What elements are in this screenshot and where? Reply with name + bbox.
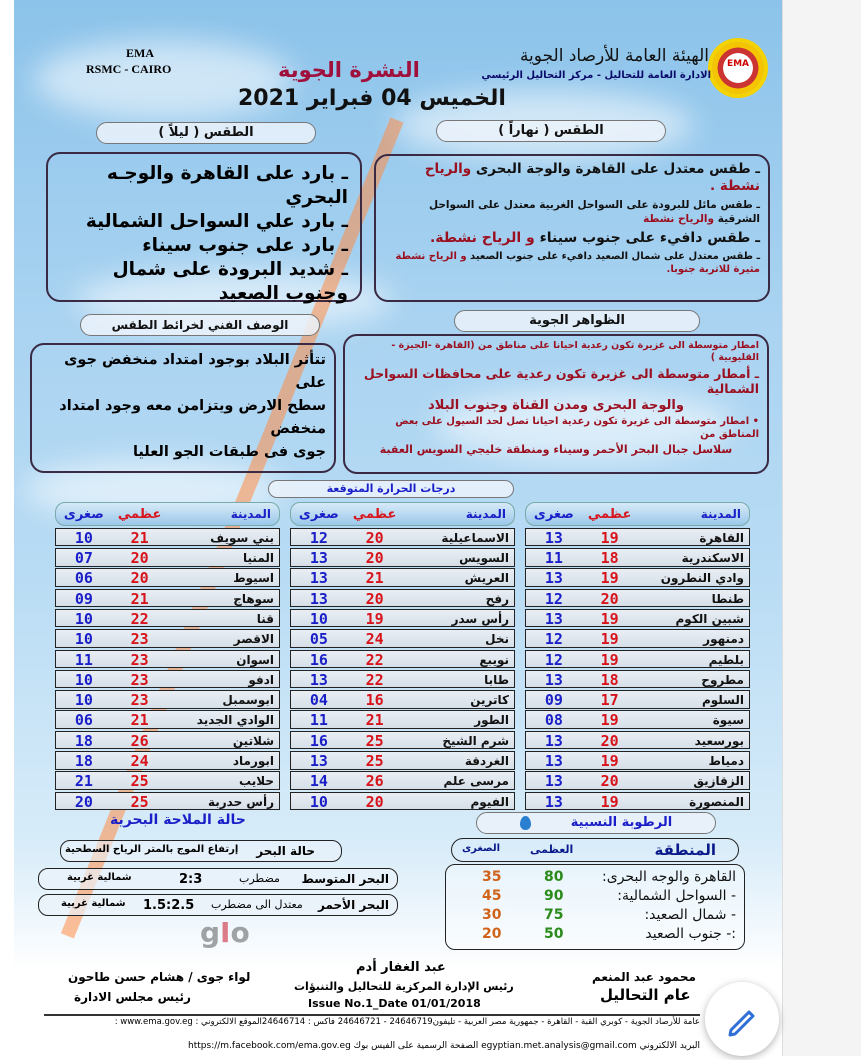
- table-row: [525, 792, 750, 811]
- city-name: وادي النطرون: [660, 571, 744, 586]
- phenomena-line: ـ أمطار متوسطة الى غزيرة تكون رعدية على محافظات السواحل الشمالية: [363, 366, 759, 396]
- min-temp: 13: [309, 589, 328, 608]
- city-name: السويس: [459, 551, 509, 566]
- min-temp: 11: [309, 711, 328, 730]
- min-temp: 16: [309, 650, 328, 669]
- max-temp: 22: [130, 609, 149, 628]
- city-name: الاسماعيلية: [441, 530, 509, 545]
- table-row: [55, 629, 280, 648]
- table-row: [55, 650, 280, 669]
- table-row: [290, 710, 515, 729]
- max-temp: 20: [365, 549, 384, 568]
- ema-label: EMA: [126, 46, 154, 60]
- table-row: [290, 690, 515, 709]
- phenomena-line: والوجة البحرى ومدن القناة وجنوب البلاد: [428, 398, 684, 413]
- min-temp: 16: [309, 731, 328, 750]
- temps-header: صغرى عظمي المدينة: [525, 502, 750, 526]
- signature-2-title: رئيس الإدارة المركزية للتحاليل والتنبؤات: [294, 980, 514, 993]
- city-name: رأس سدر: [451, 611, 509, 626]
- city-name: رفح: [485, 591, 509, 606]
- table-row: [525, 771, 750, 790]
- max-temp: 19: [600, 792, 619, 811]
- humidity-row: - السواحل الشمالية: 90 45: [482, 888, 736, 904]
- table-row: [290, 528, 515, 547]
- max-temp: 20: [600, 731, 619, 750]
- sea-row: البحر الأحمر معتدل الى مضطرب 1.5:2.5 شمالية غربية: [38, 894, 398, 916]
- water-drop-icon: [520, 816, 531, 830]
- signature-2-name: عبد الغفار أدم: [356, 960, 446, 975]
- table-row: [55, 690, 280, 709]
- min-temp: 06: [74, 711, 93, 730]
- temps-header: صغرى عظمي المدينة: [55, 502, 280, 526]
- footer-contact: عامة للأرصاد الجوية - كوبري القبة - القاهرة - جمهورية مصر العربية - تليفون24646719 - 24646721 فاكس : 24646714الموقع الالكتروني : www.ema.gov.eg :: [114, 1017, 700, 1027]
- table-row: [55, 731, 280, 750]
- table-row: [290, 548, 515, 567]
- city-name: الاقصر: [233, 632, 274, 647]
- min-temp: 07: [74, 549, 93, 568]
- min-temp: 13: [544, 670, 563, 689]
- table-row: [55, 792, 280, 811]
- min-temp: 10: [74, 630, 93, 649]
- humidity-row: - شمال الصعيد: 75 30: [482, 907, 736, 923]
- table-row: [525, 589, 750, 608]
- table-row: [290, 629, 515, 648]
- city-name: الزقازيق: [693, 774, 744, 789]
- min-temp: 13: [544, 609, 563, 628]
- footer-links: البريد الالكتروني egyptian.met.analysis@gmail.com الصفحة الرسمية على الفيس بوك https://m.facebook.com/ema.gov.eg: [188, 1041, 700, 1051]
- max-temp: 18: [600, 549, 619, 568]
- min-temp: 18: [74, 731, 93, 750]
- temps-table-1: [525, 502, 750, 810]
- table-row: [525, 528, 750, 547]
- max-temp: 19: [600, 609, 619, 628]
- max-temp: 23: [130, 630, 149, 649]
- max-temp: 23: [130, 670, 149, 689]
- min-temp: 12: [544, 650, 563, 669]
- max-temp: 26: [365, 772, 384, 791]
- min-temp: 13: [544, 731, 563, 750]
- max-temp: 24: [130, 752, 149, 771]
- table-row: [290, 751, 515, 770]
- table-row: [290, 589, 515, 608]
- table-row: [290, 609, 515, 628]
- city-name: كاترين: [470, 693, 509, 708]
- city-name: اسوان: [236, 652, 274, 667]
- city-name: ادفو: [248, 672, 274, 687]
- humidity-row: :- جنوب الصعيد 50 20: [482, 926, 736, 942]
- max-temp: 19: [365, 609, 384, 628]
- max-temp: 25: [130, 792, 149, 811]
- city-name: طابا: [484, 672, 509, 687]
- night-line: ـ شديد البرودة على شمال وجنوب الصعيد: [112, 259, 348, 304]
- pencil-icon: [705, 982, 779, 1056]
- issue-number: Issue No.1_Date 01/01/2018: [308, 997, 481, 1010]
- city-name: الوادي الجديد: [196, 713, 274, 728]
- table-row: [525, 609, 750, 628]
- max-temp: 20: [365, 528, 384, 547]
- max-temp: 22: [365, 650, 384, 669]
- city-name: سوهاج: [233, 591, 274, 606]
- max-temp: 23: [130, 691, 149, 710]
- city-name: قنا: [256, 611, 274, 626]
- min-temp: 10: [309, 609, 328, 628]
- bulletin-title: النشرة الجوية: [278, 58, 420, 82]
- max-temp: 19: [600, 630, 619, 649]
- city-name: بلطيم: [708, 652, 744, 667]
- max-temp: 26: [130, 731, 149, 750]
- table-row: [55, 568, 280, 587]
- technical-line: تتأثر البلاد بوجود امتداد منخفض جوى على: [64, 352, 326, 391]
- night-line: ـ بارد علي السواحل الشمالية: [85, 211, 348, 232]
- city-name: العريش: [464, 571, 509, 586]
- footer-divider: [44, 1014, 700, 1016]
- table-row: [525, 751, 750, 770]
- table-row: [55, 609, 280, 628]
- phenomena-line: سلاسل جبال البحر الأحمر وسيناء ومنطقة خليجي السويس العقبة: [379, 443, 733, 456]
- city-name: الفيوم: [470, 794, 509, 809]
- humidity-label: الرطوبة النسبية: [476, 812, 716, 834]
- edit-button[interactable]: [705, 982, 779, 1056]
- city-name: دمياط: [708, 754, 744, 769]
- city-name: الطور: [474, 713, 509, 728]
- city-name: مطروح: [701, 672, 744, 687]
- min-temp: 11: [544, 549, 563, 568]
- table-row: [55, 670, 280, 689]
- min-temp: 13: [544, 752, 563, 771]
- min-temp: 05: [309, 630, 328, 649]
- max-temp: 21: [130, 528, 149, 547]
- city-name: رأس حدربة: [207, 794, 274, 809]
- table-row: [525, 731, 750, 750]
- table-row: [290, 731, 515, 750]
- table-row: [290, 792, 515, 811]
- city-name: نويبع: [479, 652, 509, 667]
- min-temp: 09: [74, 589, 93, 608]
- temps-table-2: [290, 502, 515, 810]
- night-weather-box: [46, 152, 362, 302]
- bulletin-date: الخميس 04 فبراير 2021: [238, 86, 506, 111]
- min-temp: 09: [544, 691, 563, 710]
- min-temp: 13: [544, 528, 563, 547]
- day-weather-box: [374, 154, 770, 302]
- table-row: [525, 629, 750, 648]
- city-name: ابورماد: [232, 754, 274, 769]
- max-temp: 19: [600, 650, 619, 669]
- max-temp: 19: [600, 752, 619, 771]
- day-line: ـ طقس معتدل على القاهرة والوجة البحرى والرياح نشطة .: [424, 161, 760, 194]
- table-row: [55, 548, 280, 567]
- min-temp: 12: [544, 630, 563, 649]
- signature-1-name: محمود عبد المنعم: [592, 970, 696, 984]
- max-temp: 23: [130, 650, 149, 669]
- table-row: [290, 568, 515, 587]
- city-name: شلاتين: [232, 733, 274, 748]
- min-temp: 10: [74, 528, 93, 547]
- city-name: الغردقة: [464, 754, 509, 769]
- table-row: [55, 771, 280, 790]
- max-temp: 18: [600, 670, 619, 689]
- min-temp: 13: [544, 772, 563, 791]
- max-temp: 21: [130, 711, 149, 730]
- day-weather-label: الطقس ( نهاراً ): [436, 120, 666, 142]
- min-temp: 14: [309, 772, 328, 791]
- city-name: دمنهور: [703, 632, 744, 647]
- city-name: القاهرة: [699, 530, 744, 545]
- night-line: ـ بارد على جنوب سيناء: [142, 235, 348, 256]
- min-temp: 10: [74, 691, 93, 710]
- min-temp: 12: [544, 589, 563, 608]
- signature-3-name: لواء جوى / هشام حسن طاحون: [68, 970, 251, 984]
- technical-box: [30, 343, 336, 473]
- city-name: ابوسمبل: [222, 693, 274, 708]
- max-temp: 21: [365, 569, 384, 588]
- min-temp: 10: [74, 670, 93, 689]
- max-temp: 21: [365, 711, 384, 730]
- day-line: ـ طقس مائل للبرودة على السواحل الغربية معتدل على السواحل الشرقية والرياح نشطة: [428, 199, 760, 225]
- max-temp: 24: [365, 630, 384, 649]
- city-name: المنصورة: [689, 794, 744, 809]
- sea-header: حالة البحر إرتفاع الموج بالمتر الرياح السطحية: [60, 840, 342, 862]
- technical-label: الوصف الفني لخرائط الطقس: [80, 314, 320, 336]
- watermark-logo: gIo: [200, 916, 250, 949]
- min-temp: 18: [74, 752, 93, 771]
- min-temp: 06: [74, 569, 93, 588]
- min-temp: 20: [74, 792, 93, 811]
- city-name: طنطا: [711, 591, 744, 606]
- phenomena-label: الظواهر الجوية: [454, 310, 700, 332]
- table-row: [55, 751, 280, 770]
- max-temp: 20: [365, 589, 384, 608]
- city-name: الاسكندرية: [681, 551, 744, 566]
- max-temp: 19: [600, 711, 619, 730]
- city-name: المنيا: [243, 551, 274, 566]
- max-temp: 19: [600, 528, 619, 547]
- temps-header: صغرى عظمي المدينة: [290, 502, 515, 526]
- table-row: [55, 589, 280, 608]
- sea-row: البحر المتوسط مضطرب 2:3 شمالية غربية: [38, 868, 398, 890]
- table-row: [525, 568, 750, 587]
- humidity-header: المنطقة العظمى الصغرى: [451, 838, 739, 862]
- temps-label: درجات الحرارة المتوقعة: [268, 480, 514, 498]
- min-temp: 10: [74, 609, 93, 628]
- max-temp: 20: [130, 569, 149, 588]
- sea-label: حالة الملاحة البحرية: [110, 812, 246, 828]
- min-temp: 13: [544, 569, 563, 588]
- min-temp: 04: [309, 691, 328, 710]
- rsmc-label: RSMC - CAIRO: [86, 62, 172, 76]
- max-temp: 25: [365, 752, 384, 771]
- table-row: [290, 771, 515, 790]
- max-temp: 19: [600, 569, 619, 588]
- table-row: [290, 650, 515, 669]
- city-name: سيوة: [712, 713, 744, 728]
- city-name: حلايب: [239, 774, 274, 789]
- min-temp: 11: [74, 650, 93, 669]
- phenomena-box: [343, 334, 769, 474]
- day-line: ـ طقس معتدل على شمال الصعيد دافيء على جنوب الصعيد و الرياح نشطة مثيرة للاتربة جنوبا.: [395, 251, 760, 275]
- city-name: شرم الشيخ: [442, 733, 509, 748]
- city-name: السلوم: [701, 693, 744, 708]
- max-temp: 22: [365, 670, 384, 689]
- org-subtitle: الادارة العامة للتحاليل - مركز التحاليل الرئيسي: [481, 70, 711, 81]
- temps-table-3: [55, 502, 280, 810]
- max-temp: 25: [130, 772, 149, 791]
- phenomena-line: • امطار متوسطة الى غزيرة تكون رعدية احيانا تصل لحد السيول على بعض المناطق من: [395, 416, 759, 440]
- table-row: [525, 690, 750, 709]
- city-name: مرسى علم: [443, 774, 509, 789]
- night-line: ـ بارد على القاهرة والوجـه البحري: [106, 163, 348, 208]
- min-temp: 21: [74, 772, 93, 791]
- technical-line: سطح الارض ويتزامن معه وجود امتداد منخفض: [59, 398, 326, 437]
- max-temp: 20: [130, 549, 149, 568]
- min-temp: 13: [309, 569, 328, 588]
- min-temp: 12: [309, 528, 328, 547]
- min-temp: 13: [309, 752, 328, 771]
- table-row: [290, 670, 515, 689]
- table-row: [525, 710, 750, 729]
- max-temp: 17: [600, 691, 619, 710]
- min-temp: 08: [544, 711, 563, 730]
- day-line: ـ طقس دافيء على جنوب سيناء و الرياح نشطة.: [429, 230, 760, 246]
- table-row: [525, 670, 750, 689]
- signature-1-title: عام التحاليل: [600, 986, 691, 1004]
- humidity-row: القاهرة والوجه البحرى: 80 35: [482, 869, 736, 885]
- min-temp: 13: [309, 670, 328, 689]
- city-name: نخل: [485, 632, 509, 647]
- side-panel: [782, 0, 861, 1056]
- technical-line: جوى فى طبقات الجو العليا: [132, 444, 326, 460]
- max-temp: 20: [365, 792, 384, 811]
- max-temp: 20: [600, 772, 619, 791]
- city-name: شبين الكوم: [675, 611, 744, 626]
- max-temp: 25: [365, 731, 384, 750]
- ema-logo: EMA: [712, 42, 764, 94]
- city-name: بني سويف: [210, 530, 274, 545]
- table-row: [525, 548, 750, 567]
- humidity-box: [445, 864, 745, 950]
- max-temp: 20: [600, 589, 619, 608]
- min-temp: 10: [309, 792, 328, 811]
- city-name: بورسعيد: [694, 733, 744, 748]
- table-row: [55, 528, 280, 547]
- max-temp: 16: [365, 691, 384, 710]
- city-name: اسيوط: [233, 571, 274, 586]
- max-temp: 21: [130, 589, 149, 608]
- org-name: الهيئة العامة للأرصاد الجوية: [519, 46, 709, 66]
- phenomena-line: امطار متوسطة الى غزيرة تكون رعدية احيانا على مناطق من (القاهرة -الجيزة - القليوبية ): [391, 340, 759, 363]
- night-weather-label: الطقس ( ليلاً ): [96, 122, 316, 144]
- min-temp: 13: [309, 549, 328, 568]
- signature-3-title: رئيس مجلس الادارة: [74, 990, 191, 1004]
- min-temp: 13: [544, 792, 563, 811]
- table-row: [55, 710, 280, 729]
- table-row: [525, 650, 750, 669]
